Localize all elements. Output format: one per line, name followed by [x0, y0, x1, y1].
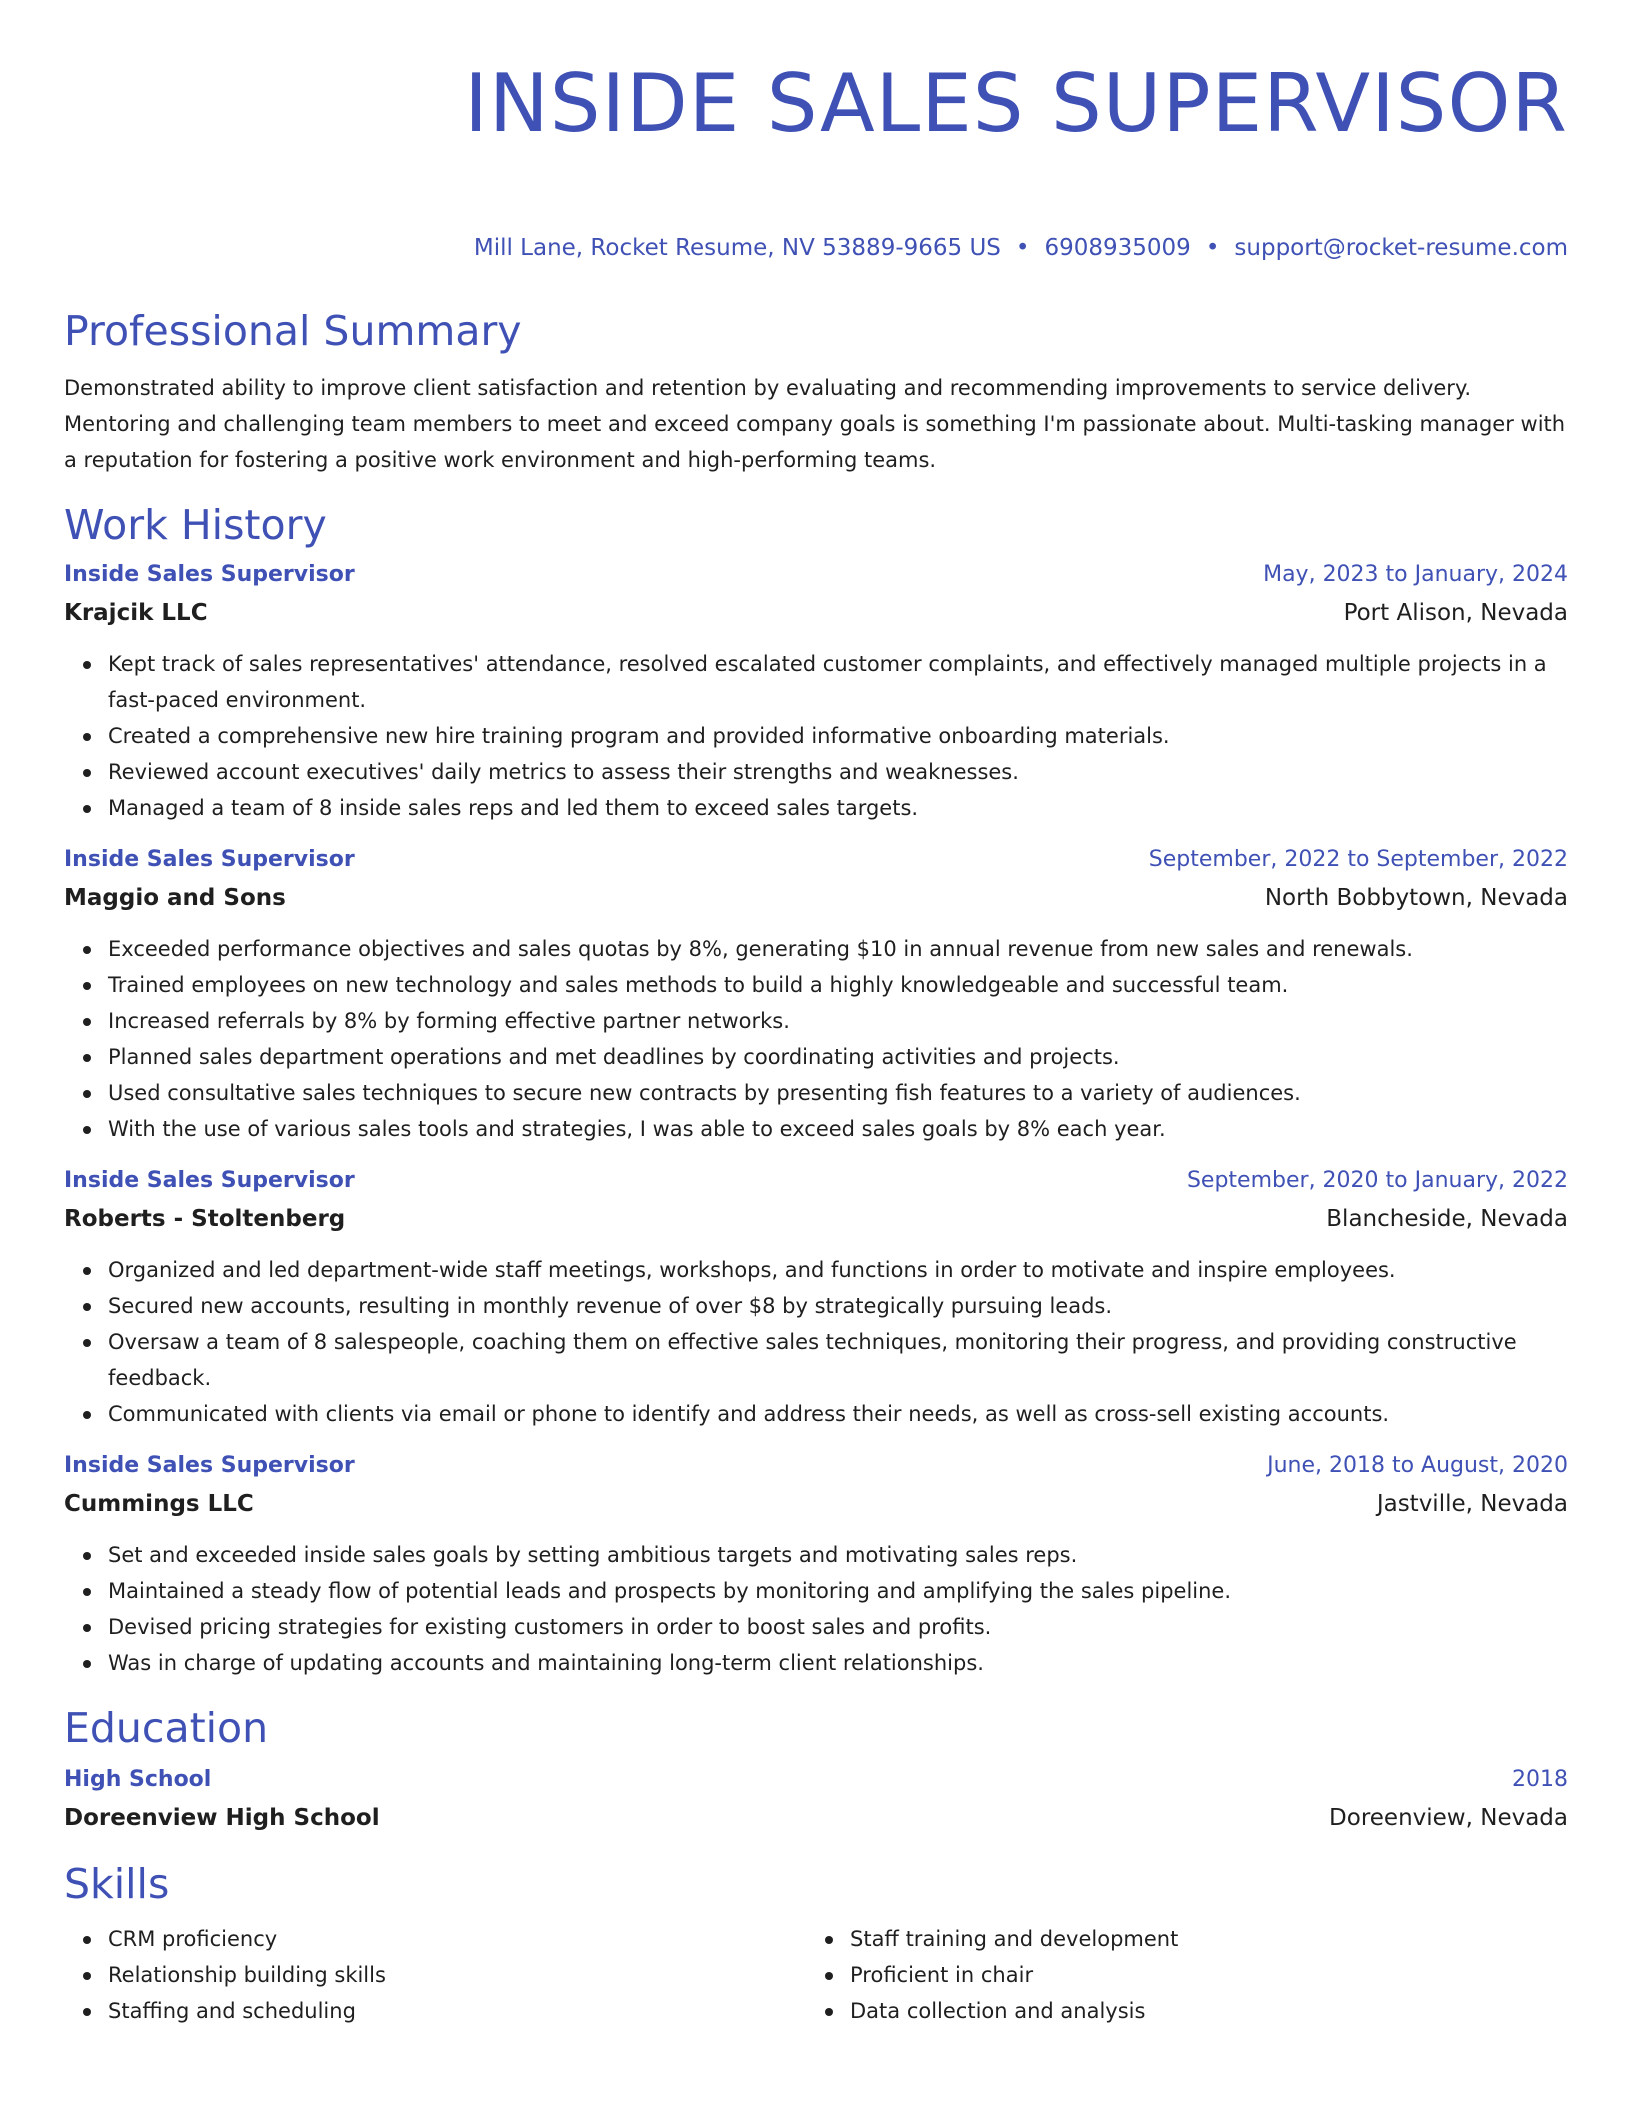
job-title: Inside Sales Supervisor: [64, 1453, 355, 1478]
job-company-row: [64, 594, 1568, 632]
job-bullet: Set and exceeded inside sales goals by setting ambitious targets and motivating sales reps.: [108, 1537, 1568, 1573]
job-bullet: Devised pricing strategies for existing customers in order to boost sales and profits.: [108, 1609, 1568, 1645]
job-bullet: Kept track of sales representatives' attendance, resolved escalated customer complaints, and effectively managed multiple projects in a fast-paced environment.: [108, 646, 1568, 718]
education-school: Doreenview High School: [64, 1805, 380, 1831]
contact-phone: 6908935009: [1044, 235, 1191, 261]
section-title-work-history: Work History: [64, 501, 327, 549]
job-title: Inside Sales Supervisor: [64, 562, 355, 587]
resume-name: INSIDE SALES SUPERVISOR: [464, 57, 1568, 150]
job-bullets: [64, 931, 1568, 1147]
job-bullet: Was in charge of updating accounts and maintaining long-term client relationships.: [108, 1645, 1568, 1681]
job-location: North Bobbytown, Nevada: [1264, 885, 1568, 911]
job-bullet: Communicated with clients via email or phone to identify and address their needs, as well as cross-sell existing accounts.: [108, 1396, 1568, 1432]
job-location: Jastville, Nevada: [1376, 1491, 1568, 1517]
section-title-skills: Skills: [64, 1860, 170, 1908]
skills-column-right: [806, 1921, 1548, 2029]
job-header-row: [64, 841, 1568, 879]
job-bullet: Secured new accounts, resulting in monthly revenue of over $8 by strategically pursuing leads.: [108, 1288, 1568, 1324]
skill-item: CRM proficiency: [108, 1921, 806, 1957]
job-location: Blancheside, Nevada: [1326, 1206, 1568, 1232]
job-company-row: [64, 1200, 1568, 1238]
skills-list: [64, 1921, 806, 2029]
education-location: Doreenview, Nevada: [1329, 1805, 1568, 1831]
education-school-row: [64, 1799, 1568, 1837]
job-company: Roberts - Stoltenberg: [64, 1206, 346, 1232]
job-bullet: Planned sales department operations and met deadlines by coordinating activities and projects.: [108, 1039, 1568, 1075]
job-dates: June, 2018 to August, 2020: [1267, 1453, 1568, 1478]
job-bullet: Maintained a steady flow of potential leads and prospects by monitoring and amplifying the sales pipeline.: [108, 1573, 1568, 1609]
summary-text: Demonstrated ability to improve client satisfaction and retention by evaluating and recommending improvements to service delivery. Mentoring and challenging team members to meet and exceed company goals is something I'm passionate about. Multi-tasking manager with a reputation for fostering a positive work environment and high-performing teams.: [64, 376, 1566, 472]
job-entry: [64, 1162, 1568, 1432]
education-entry: [64, 1761, 1568, 1837]
skill-item: Staff training and development: [850, 1921, 1548, 1957]
contact-email[interactable]: support@rocket-resume.com: [1234, 235, 1568, 261]
job-bullet: Created a comprehensive new hire training program and provided informative onboarding materials.: [108, 718, 1568, 754]
education-degree: High School: [64, 1767, 212, 1792]
job-bullet: Trained employees on new technology and sales methods to build a highly knowledgeable and successful team.: [108, 967, 1568, 1003]
job-bullet: Exceeded performance objectives and sales quotas by 8%, generating $10 in annual revenue from new sales and renewals.: [108, 931, 1568, 967]
skill-item: Relationship building skills: [108, 1957, 806, 1993]
job-header-row: [64, 556, 1568, 594]
job-title: Inside Sales Supervisor: [64, 1168, 355, 1193]
contact-line: [64, 232, 1568, 264]
job-company: Cummings LLC: [64, 1491, 254, 1517]
job-bullets: [64, 646, 1568, 826]
job-bullet: Reviewed account executives' daily metrics to assess their strengths and weaknesses.: [108, 754, 1568, 790]
job-company-row: [64, 1485, 1568, 1523]
job-header-row: [64, 1447, 1568, 1485]
skill-item: Data collection and analysis: [850, 1993, 1548, 2029]
job-entry: [64, 841, 1568, 1147]
job-bullet: Oversaw a team of 8 salespeople, coaching them on effective sales techniques, monitoring their progress, and providing constructive feedback.: [108, 1324, 1568, 1396]
contact-separator: •: [1205, 235, 1220, 261]
section-title-summary: Professional Summary: [64, 307, 522, 355]
job-dates: May, 2023 to January, 2024: [1263, 562, 1568, 587]
job-bullets: [64, 1537, 1568, 1681]
job-company-row: [64, 879, 1568, 917]
job-bullet: Used consultative sales techniques to secure new contracts by presenting fish features to a variety of audiences.: [108, 1075, 1568, 1111]
education-header-row: [64, 1761, 1568, 1799]
job-bullet: Increased referrals by 8% by forming effective partner networks.: [108, 1003, 1568, 1039]
job-title: Inside Sales Supervisor: [64, 847, 355, 872]
job-company: Krajcik LLC: [64, 600, 208, 626]
job-bullet: With the use of various sales tools and strategies, I was able to exceed sales goals by 8% each year.: [108, 1111, 1568, 1147]
skill-item: Proficient in chair: [850, 1957, 1548, 1993]
skills-column-left: [64, 1921, 806, 2029]
job-bullet: Organized and led department-wide staff meetings, workshops, and functions in order to motivate and inspire employees.: [108, 1252, 1568, 1288]
job-entry: [64, 1447, 1568, 1681]
job-header-row: [64, 1162, 1568, 1200]
contact-address: Mill Lane, Rocket Resume, NV 53889-9665 US: [473, 235, 1001, 261]
skill-item: Staffing and scheduling: [108, 1993, 806, 2029]
skills-columns: [64, 1921, 1568, 2029]
skills-list: [806, 1921, 1548, 2029]
job-bullets: [64, 1252, 1568, 1432]
job-entry: [64, 556, 1568, 826]
section-title-education: Education: [64, 1704, 269, 1752]
resume-page: [64, 0, 1568, 2029]
job-dates: September, 2020 to January, 2022: [1186, 1168, 1568, 1193]
job-dates: September, 2022 to September, 2022: [1148, 847, 1568, 872]
job-company: Maggio and Sons: [64, 885, 286, 911]
job-bullet: Managed a team of 8 inside sales reps and led them to exceed sales targets.: [108, 790, 1568, 826]
education-year: 2018: [1512, 1767, 1568, 1792]
job-location: Port Alison, Nevada: [1343, 600, 1568, 626]
contact-separator: •: [1015, 235, 1030, 261]
